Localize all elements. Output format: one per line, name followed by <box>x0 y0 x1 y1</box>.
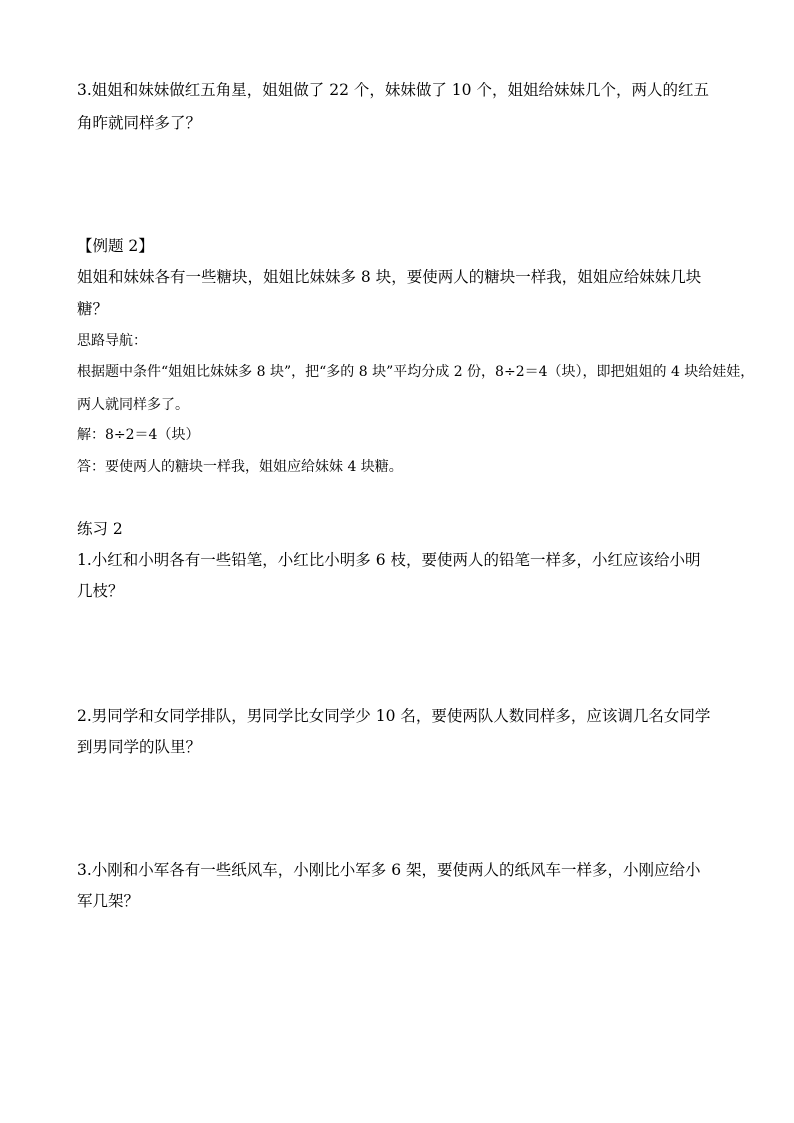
guide-line-2: 两人就同样多了。 <box>77 397 189 413</box>
practice-question-1-line-2: 几枝？ <box>77 582 124 600</box>
practice-question-3-line-2: 军几架？ <box>77 892 140 910</box>
solution-line: 解：8÷2＝4（块） <box>77 427 200 443</box>
example-question-line-1: 姐姐和妹妹各有一些糖块，姐姐比妹妹多 8 块，要使两人的糖块一样我，姐姐应给妹妹几块 <box>77 268 702 286</box>
previous-problem-line-1: 3.姐姐和妹妹做红五角星，姐姐做了 22 个，妹妹做了 10 个，姐姐给妹妹几个，两人的红五 <box>77 81 709 99</box>
previous-problem-line-2: 角昨就同样多了？ <box>77 114 202 132</box>
guide-line-1: 根据题中条件“姐姐比妹妹多 8 块”，把“多的 8 块”平均分成 2 份，8÷2＝4（块），即把姐姐的 4 块给娃娃， <box>77 364 755 380</box>
practice-question-3-line-1: 3.小刚和小军各有一些纸风车，小刚比小军多 6 架，要使两人的纸风车一样多，小刚应给小 <box>77 861 701 879</box>
practice-heading: 练习 2 <box>77 520 123 538</box>
guide-label: 思路导航： <box>77 333 147 349</box>
practice-question-2-line-1: 2.男同学和女同学排队，男同学比女同学少 10 名，要使两队人数同样多，应该调几名女同学 <box>77 707 711 725</box>
example-heading: 【例题 2】 <box>77 237 154 255</box>
example-question-line-2: 糖？ <box>77 300 109 318</box>
practice-question-1-line-1: 1.小红和小明各有一些铅笔，小红比小明多 6 枝，要使两人的铅笔一样多，小红应该给小明 <box>77 551 701 569</box>
answer-line: 答：要使两人的糖块一样我，姐姐应给妹妹 4 块糖。 <box>77 459 403 475</box>
practice-question-2-line-2: 到男同学的队里？ <box>77 738 202 756</box>
